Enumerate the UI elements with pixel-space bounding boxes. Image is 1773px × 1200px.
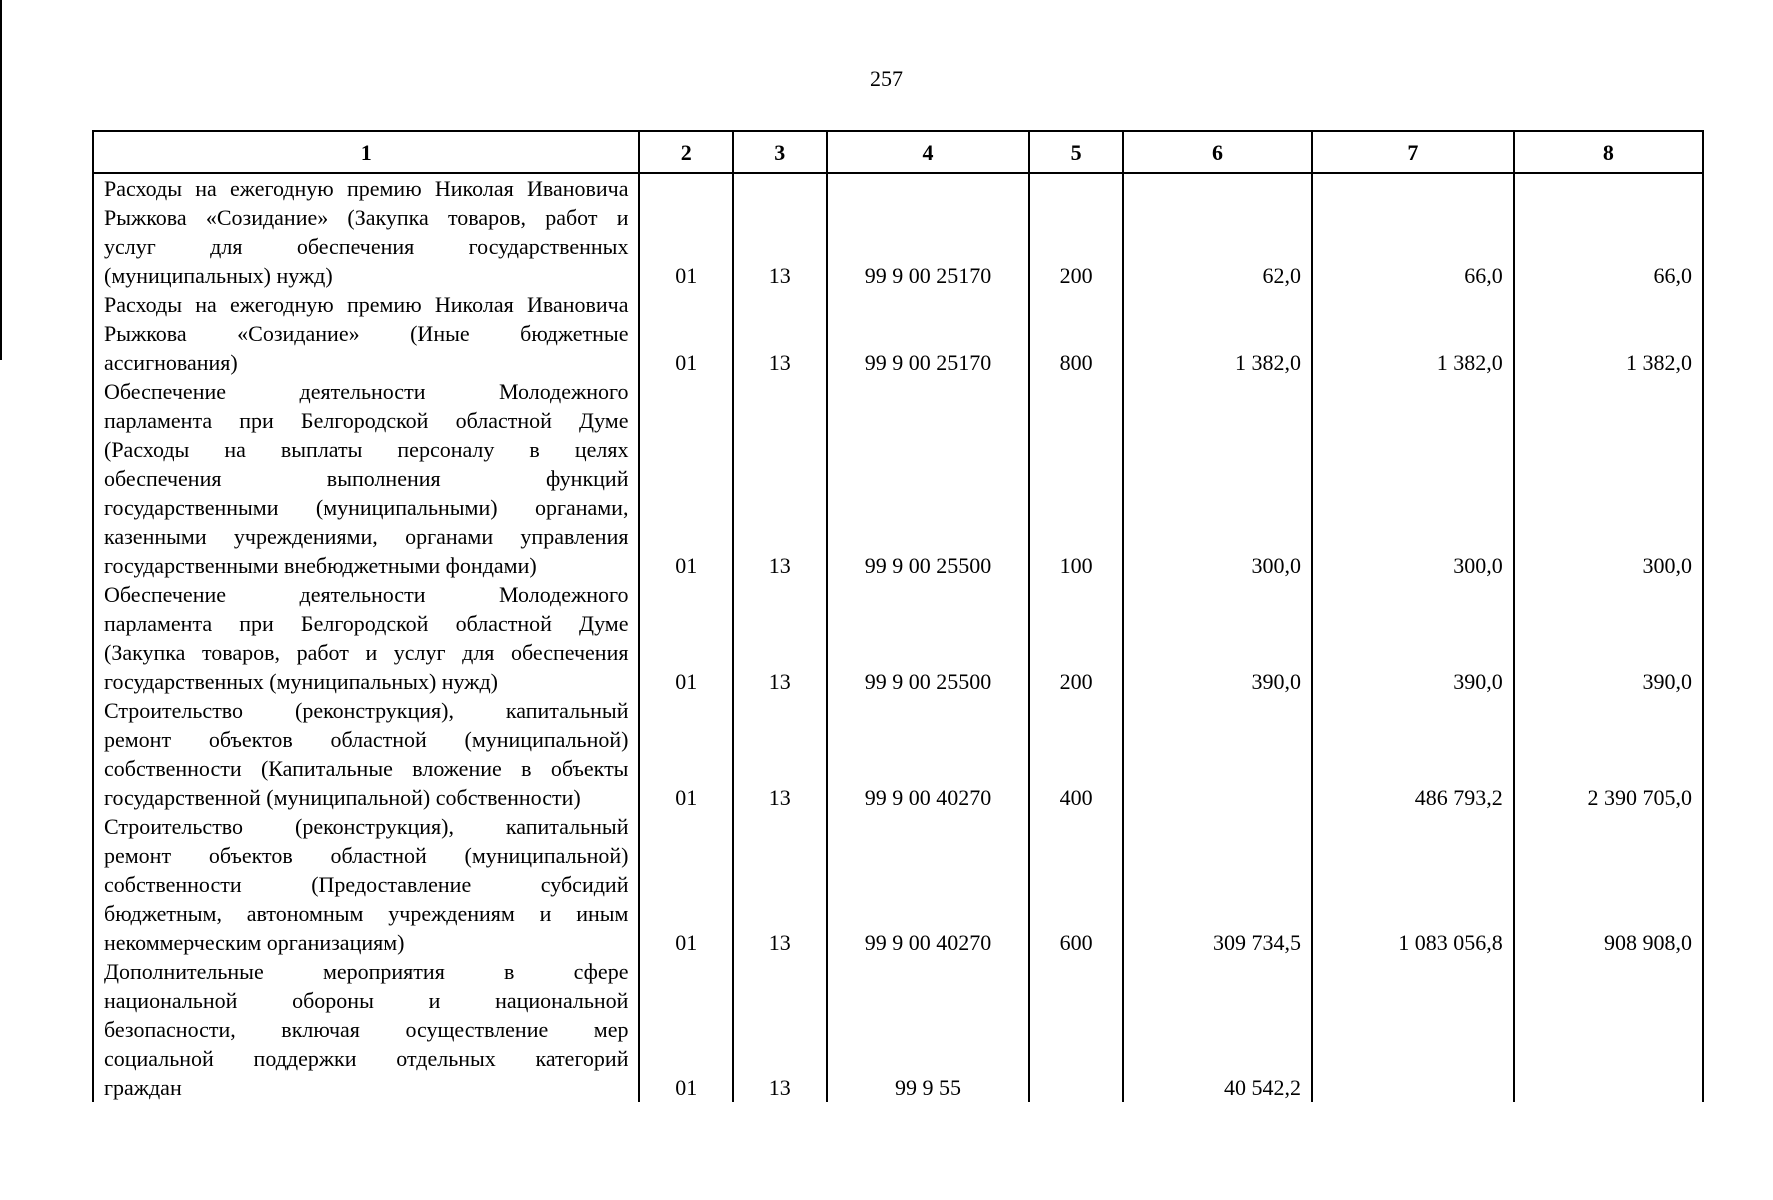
table-row	[93, 957, 1703, 1102]
subsection-code: 13	[733, 812, 827, 957]
amount-column-7: 66,0	[1312, 173, 1514, 290]
description-line: ремонт объектов областной (муниципальной)	[104, 843, 629, 868]
amount-column-8: 300,0	[1514, 377, 1703, 580]
header-cell-2: 2	[639, 131, 733, 173]
header-cell-6: 6	[1123, 131, 1312, 173]
header-row	[93, 131, 1703, 173]
target-article-code: 99 9 00 25500	[827, 580, 1030, 696]
description-line: обеспечения выполнения функций	[104, 466, 629, 491]
table-row	[93, 580, 1703, 696]
description-line: услуг для обеспечения государственных	[104, 234, 629, 259]
subsection-code: 13	[733, 957, 827, 1102]
expense-type-code: 200	[1029, 173, 1123, 290]
expense-type-code: 600	[1029, 812, 1123, 957]
budget-table	[92, 130, 1704, 1102]
amount-column-6: 62,0	[1123, 173, 1312, 290]
page-number: 257	[870, 66, 903, 91]
expense-type-code: 800	[1029, 290, 1123, 377]
description-line: Расходы на ежегодную премию Николая Ивановича	[104, 292, 629, 317]
description-line: парламента при Белгородской областной Думе	[104, 408, 629, 433]
amount-column-8: 908 908,0	[1514, 812, 1703, 957]
amount-column-6: 309 734,5	[1123, 812, 1312, 957]
table-row	[93, 377, 1703, 580]
amount-column-6: 390,0	[1123, 580, 1312, 696]
target-article-code: 99 9 00 40270	[827, 696, 1030, 812]
target-article-code: 99 9 55	[827, 957, 1030, 1102]
subsection-code: 13	[733, 696, 827, 812]
amount-column-6: 1 382,0	[1123, 290, 1312, 377]
description-line: государственными внебюджетными фондами)	[104, 553, 537, 578]
expense-type-code: 100	[1029, 377, 1123, 580]
description-line: государственными (муниципальными) органами,	[104, 495, 629, 520]
description-line: собственности (Капитальные вложение в объекты	[104, 756, 629, 781]
description-line: социальной поддержки отдельных категорий	[104, 1046, 629, 1071]
amount-column-7: 1 083 056,8	[1312, 812, 1514, 957]
row-description	[93, 812, 639, 957]
row-description	[93, 290, 639, 377]
description-line: казенными учреждениями, органами управления	[104, 524, 629, 549]
expense-type-code: 200	[1029, 580, 1123, 696]
description-line: бюджетным, автономным учреждениям и иным	[104, 901, 629, 926]
target-article-code: 99 9 00 25170	[827, 173, 1030, 290]
row-description	[93, 377, 639, 580]
amount-column-8: 2 390 705,0	[1514, 696, 1703, 812]
description-line: Обеспечение деятельности Молодежного	[104, 582, 629, 607]
left-margin-rule	[0, 0, 2, 360]
description-line: государственной (муниципальной) собственности)	[104, 785, 581, 810]
row-description	[93, 173, 639, 290]
table-body	[93, 173, 1703, 1102]
section-code: 01	[639, 696, 733, 812]
header-cell-4: 4	[827, 131, 1030, 173]
description-line: Рыжкова «Созидание» (Закупка товаров, работ и	[104, 205, 629, 230]
description-line: Расходы на ежегодную премию Николая Ивановича	[104, 176, 629, 201]
subsection-code: 13	[733, 173, 827, 290]
header-cell-7: 7	[1312, 131, 1514, 173]
subsection-code: 13	[733, 377, 827, 580]
header-cell-1: 1	[93, 131, 639, 173]
amount-column-6: 40 542,2	[1123, 957, 1312, 1102]
row-description	[93, 696, 639, 812]
description-line: Дополнительные мероприятия в сфере	[104, 959, 629, 984]
table-row	[93, 696, 1703, 812]
description-line: ассигнования)	[104, 350, 238, 375]
amount-column-7	[1312, 957, 1514, 1102]
header-cell-3: 3	[733, 131, 827, 173]
section-code: 01	[639, 173, 733, 290]
description-line: национальной обороны и национальной	[104, 988, 629, 1013]
description-line: некоммерческим организациям)	[104, 930, 405, 955]
description-line: безопасности, включая осуществление мер	[104, 1017, 629, 1042]
amount-column-6: 300,0	[1123, 377, 1312, 580]
description-line: собственности (Предоставление субсидий	[104, 872, 629, 897]
description-line: парламента при Белгородской областной Думе	[104, 611, 629, 636]
amount-column-7: 1 382,0	[1312, 290, 1514, 377]
section-code: 01	[639, 377, 733, 580]
amount-column-7: 390,0	[1312, 580, 1514, 696]
target-article-code: 99 9 00 40270	[827, 812, 1030, 957]
section-code: 01	[639, 580, 733, 696]
table-row	[93, 173, 1703, 290]
section-code: 01	[639, 812, 733, 957]
description-line: государственных (муниципальных) нужд)	[104, 669, 498, 694]
amount-column-8: 1 382,0	[1514, 290, 1703, 377]
expense-type-code	[1029, 957, 1123, 1102]
description-line: (муниципальных) нужд)	[104, 263, 333, 288]
description-line: Обеспечение деятельности Молодежного	[104, 379, 629, 404]
target-article-code: 99 9 00 25500	[827, 377, 1030, 580]
amount-column-8	[1514, 957, 1703, 1102]
amount-column-7: 300,0	[1312, 377, 1514, 580]
table-row	[93, 812, 1703, 957]
header-cell-8: 8	[1514, 131, 1703, 173]
amount-column-8: 390,0	[1514, 580, 1703, 696]
expense-type-code: 400	[1029, 696, 1123, 812]
description-line: (Закупка товаров, работ и услуг для обеспечения	[104, 640, 629, 665]
target-article-code: 99 9 00 25170	[827, 290, 1030, 377]
amount-column-6	[1123, 696, 1312, 812]
description-line: Рыжкова «Созидание» (Иные бюджетные	[104, 321, 629, 346]
header-cell-5: 5	[1029, 131, 1123, 173]
description-line: граждан	[104, 1075, 182, 1100]
subsection-code: 13	[733, 580, 827, 696]
description-line: (Расходы на выплаты персоналу в целях	[104, 437, 629, 462]
description-line: Строительство (реконструкция), капитальный	[104, 814, 629, 839]
amount-column-7: 486 793,2	[1312, 696, 1514, 812]
description-line: ремонт объектов областной (муниципальной)	[104, 727, 629, 752]
row-description	[93, 957, 639, 1102]
section-code: 01	[639, 290, 733, 377]
amount-column-8: 66,0	[1514, 173, 1703, 290]
section-code: 01	[639, 957, 733, 1102]
description-line: Строительство (реконструкция), капитальный	[104, 698, 629, 723]
row-description	[93, 580, 639, 696]
subsection-code: 13	[733, 290, 827, 377]
table-row	[93, 290, 1703, 377]
